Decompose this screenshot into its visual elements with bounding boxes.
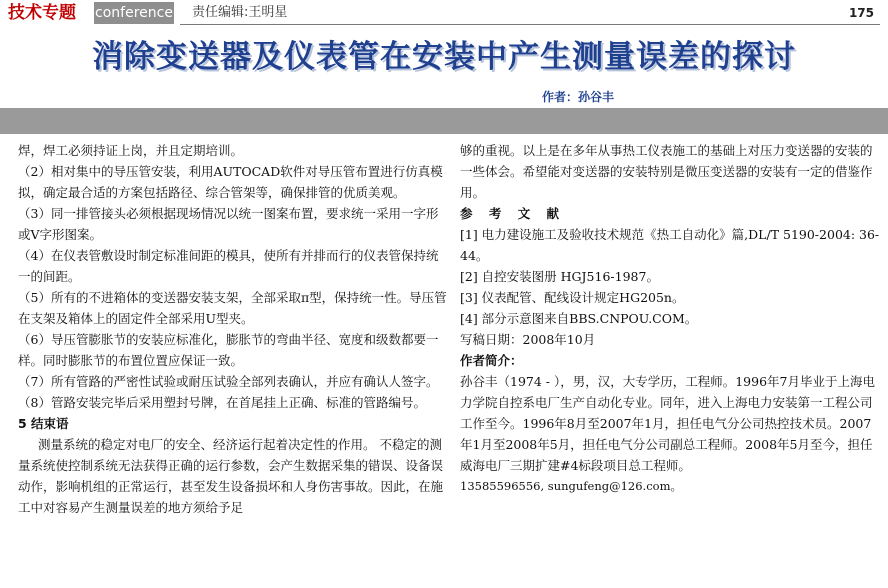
- paragraph: 够的重视。以上是在多年从事热工仪表施工的基础上对压力变送器的安装的一些体会。希望能对变送器的安装特别是微压变送器的安装有一定的借鉴作用。: [460, 143, 873, 200]
- page-number: 175: [848, 6, 874, 20]
- reference-item: [1] 电力建设施工及验收技术规范《热工自动化》篇,DL/T 5190-2004: 36-44。: [460, 227, 880, 263]
- paragraph: （5）所有的不进箱体的变送器安装支架，全部采取π型，保持统一性。导压管在支架及箱体上的固定件全部采用U型夹。: [18, 290, 447, 326]
- reference-item: [4] 部分示意图来自BBS.CNPOU.COM。: [460, 311, 698, 326]
- paragraph: （2）相对集中的导压管安装，利用AUTOCAD软件对导压管布置进行仿真模拟，确定最合适的方案包括路径、综合管架等，确保排管的优质美观。: [18, 164, 443, 200]
- received-date: 写稿日期：2008年10月: [460, 332, 596, 347]
- paragraph: 测量系统的稳定对电厂的安全、经济运行起着决定性的作用。 不稳定的测量系统使控制系统无法获得正确的运行参数，会产生数据采集的错误、设备误动作，影响机组的正常运行，甚至发生设备损坏和人身伤害事故。因此，在施工中对容易产生测量误差的地方须给予足: [18, 437, 444, 515]
- paragraph: （6）导压管膨胀节的安装应标准化，膨胀节的弯曲半径、宽度和级数都要一样。同时膨胀节的布置位置应保证一致。: [18, 332, 439, 368]
- paragraph: （4）在仪表管敷设时制定标准间距的模具，使所有并排而行的仪表管保持统一的间距。: [18, 248, 439, 284]
- paragraph: （3）同一排管接头必须根据现场情况以统一图案布置，要求统一采用一字形或V字形图案。: [18, 206, 439, 242]
- header-rule: [180, 24, 880, 25]
- author-contact: 13585596556, sungufeng@126.com。: [460, 479, 682, 493]
- section-tag: 技术专题: [8, 3, 76, 23]
- paragraph: （7）所有管路的严密性试验或耐压试验全部列表确认，并应有确认人签字。: [18, 374, 439, 389]
- author-bio-heading: 作者简介：: [460, 353, 523, 368]
- left-column: [18, 140, 450, 518]
- page-header: [0, 0, 888, 108]
- header-band: [0, 108, 888, 134]
- article-title: 消除变送器及仪表管在安装中产生测量误差的探讨: [92, 39, 796, 75]
- reference-item: [2] 自控安装图册 HGJ516-1987。: [460, 269, 659, 284]
- reference-item: [3] 仪表配管、配线设计规定HG205n。: [460, 290, 685, 305]
- paragraph: （8）管路安装完毕后采用塑封号牌，在首尾挂上正确、标准的管路编号。: [18, 395, 426, 410]
- responsible-editor: 责任编辑:王明星: [192, 5, 288, 20]
- article-author: 作者：孙谷丰: [542, 90, 615, 104]
- right-column: [460, 140, 882, 497]
- section-heading-conclusion: 5 结束语: [18, 416, 69, 431]
- author-bio: 孙谷丰（1974 - ），男，汉，大专学历，工程师。1996年7月毕业于上海电力学院自控系电厂生产自动化专业。同年，进入上海电力安装第一工程公司工作至今。1996年8月至2007年1月，担任电气分公司热控技术员。2007年1月至2008年5月，担任电气分公司副总工程师。2008年5月至今，担任威海电厂三期扩建#4标段项目总工程师。: [460, 374, 875, 473]
- references-heading: 参 考 文 献: [460, 206, 566, 221]
- paragraph: 焊，焊工必须持证上岗，并且定期培训。: [18, 143, 244, 158]
- section-tag-sub: conference: [94, 2, 174, 24]
